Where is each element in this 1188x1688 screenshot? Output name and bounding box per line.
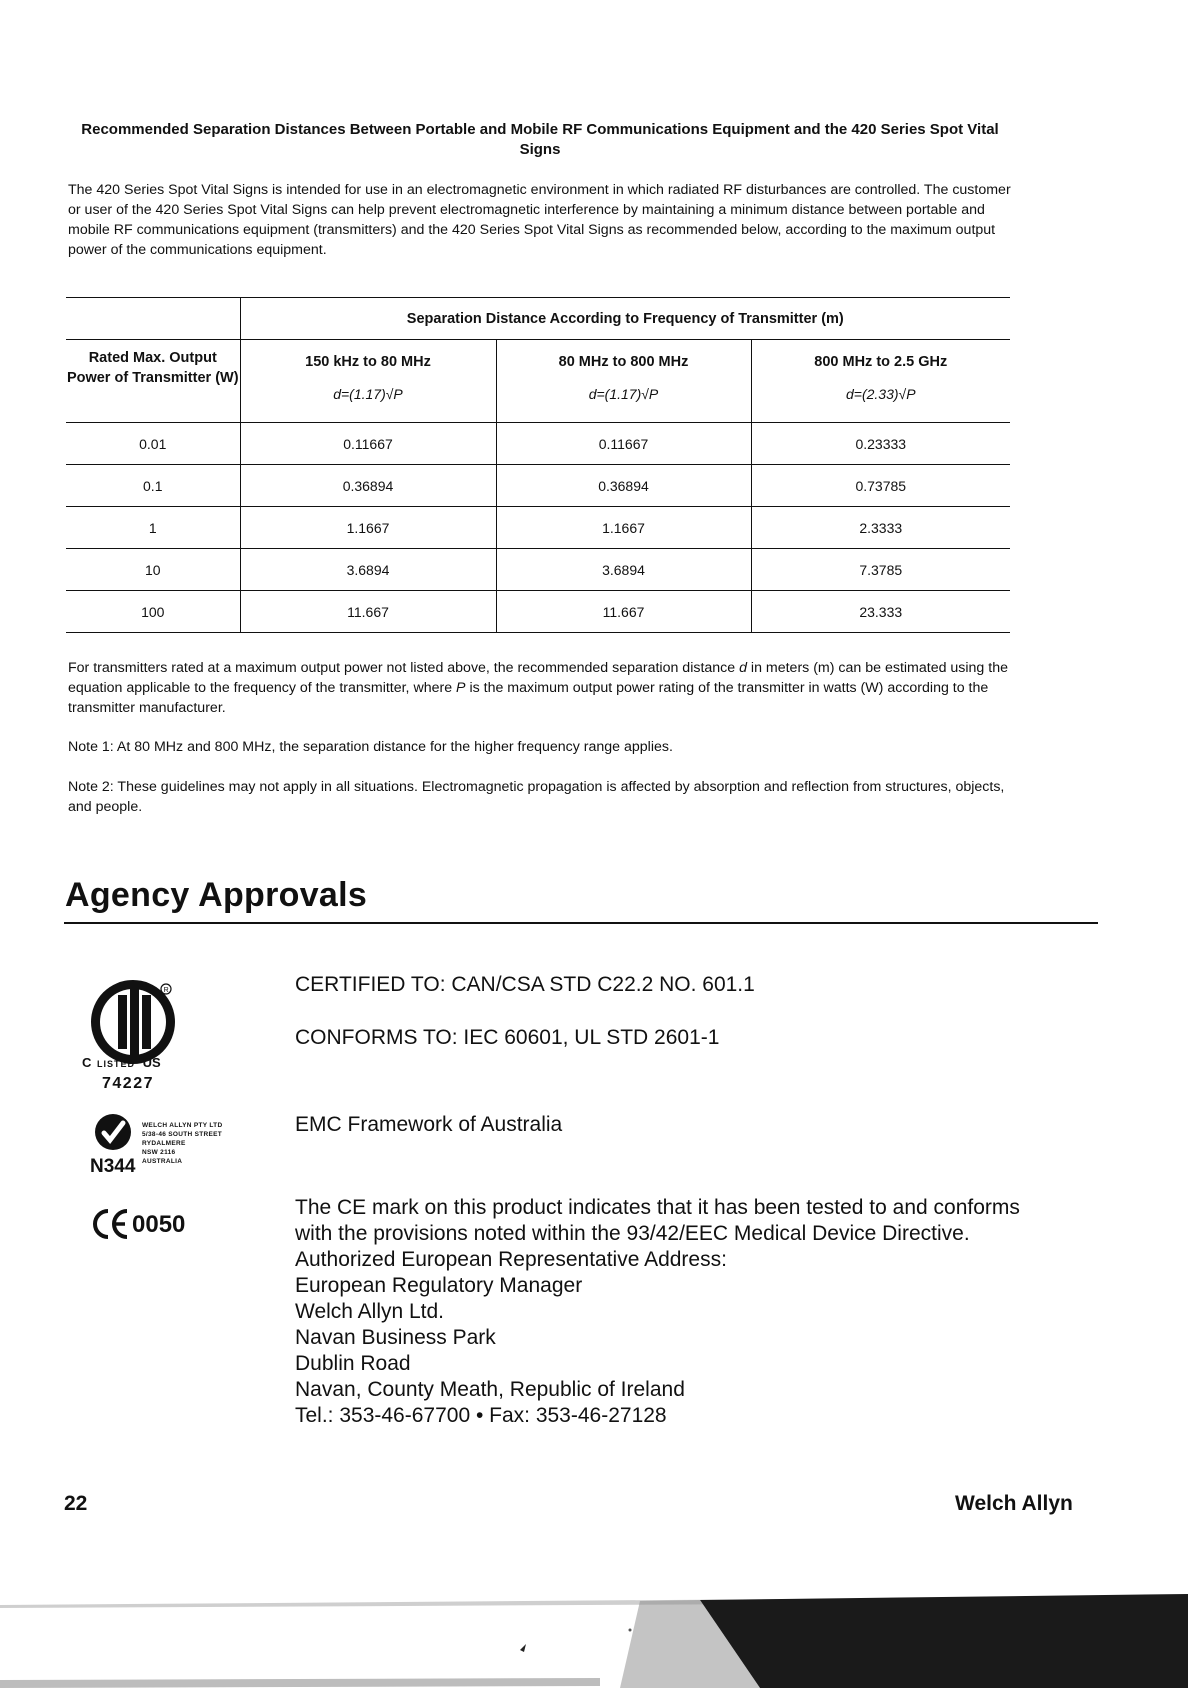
section-title: Recommended Separation Distances Between Portable and Mobile RF Communications Equipment and the 420 Series Spot Vital Signs [81, 121, 999, 158]
ce-statement [295, 1195, 1095, 1429]
c-tick-address [142, 1121, 222, 1166]
footnote-var-p: P [456, 680, 466, 696]
distance-cell: 3.6894 [496, 549, 751, 591]
group-header: Separation Distance According to Frequency of Transmitter (m) [240, 298, 1010, 340]
column-label: 800 MHz to 2.5 GHz [814, 354, 948, 370]
table-row [66, 423, 1010, 465]
power-cell: 100 [66, 591, 240, 633]
power-cell: 10 [66, 549, 240, 591]
c-tick-code: N344 [90, 1156, 136, 1177]
ce-line: with the provisions noted within the 93/42/EEC Medical Device Directive. [295, 1222, 970, 1245]
c-tick-address-line: NSW 2116 [142, 1149, 176, 1156]
c-tick-icon [93, 1112, 133, 1152]
etl-listed-logo [80, 975, 190, 1095]
agency-approvals-heading: Agency Approvals [65, 876, 368, 914]
ce-line: Authorized European Representative Address: [295, 1248, 727, 1271]
footnote-text: For transmitters rated at a maximum output power not listed above, the recommended separation distance [68, 660, 740, 676]
footnote-text: is the maximum output power rating of the transmitter in watts (W) according to the transmitter manufacturer. [68, 680, 989, 716]
power-cell: 0.01 [66, 423, 240, 465]
distance-cell: 0.11667 [240, 423, 496, 465]
etl-us: US [142, 1055, 161, 1070]
c-tick-address-line: RYDALMERE [142, 1140, 186, 1147]
column-formula: d=(1.17)√P [588, 386, 659, 402]
distance-cell: 0.36894 [496, 465, 751, 507]
svg-text:R: R [163, 987, 169, 994]
ce-line: European Regulatory Manager [295, 1274, 583, 1297]
column-label: 150 kHz to 80 MHz [305, 354, 431, 370]
ce-line: Navan, County Meath, Republic of Ireland [295, 1378, 685, 1401]
table-group-header-row [66, 298, 1010, 340]
column-header-2 [496, 340, 751, 423]
separation-distance-table [66, 297, 1010, 633]
distance-cell: 7.3785 [751, 549, 1010, 591]
c-tick-logo [90, 1112, 250, 1184]
heading-rule [64, 922, 1098, 924]
ce-line: Dublin Road [295, 1352, 411, 1375]
distance-cell: 0.11667 [496, 423, 751, 465]
distance-cell: 23.333 [751, 591, 1010, 633]
power-cell: 1 [66, 507, 240, 549]
column-header-3 [751, 340, 1010, 423]
distance-cell: 2.3333 [751, 507, 1010, 549]
column-header-1 [240, 340, 496, 423]
c-tick-address-line: AUSTRALIA [142, 1158, 183, 1165]
conforms-to: CONFORMS TO: IEC 60601, UL STD 2601-1 [295, 1026, 720, 1049]
table-corner-cell [66, 298, 240, 340]
c-tick-address-line: 5/38-46 SOUTH STREET [142, 1131, 223, 1138]
ce-number: 0050 [132, 1211, 186, 1238]
distance-cell: 1.1667 [496, 507, 751, 549]
table-row [66, 549, 1010, 591]
row-header-cell [66, 340, 240, 423]
column-label: 80 MHz to 800 MHz [558, 354, 689, 370]
etl-listed: LISTED [97, 1059, 136, 1069]
footnote-text: in meters (m) can be estimated using the equation applicable to the frequency of the transmitter, where [68, 660, 1008, 696]
table-header-row [66, 340, 1010, 423]
note-1: Note 1: At 80 MHz and 800 MHz, the separation distance for the higher frequency range applies. [68, 739, 673, 755]
ce-line: Navan Business Park [295, 1326, 496, 1349]
etl-number: 74227 [102, 1075, 154, 1092]
etl-listed-row [82, 1055, 190, 1070]
ce-symbol-icon [92, 1207, 130, 1241]
power-cell: 0.1 [66, 465, 240, 507]
c-tick-company: WELCH ALLYN PTY LTD [142, 1122, 223, 1129]
certified-to: CERTIFIED TO: CAN/CSA STD C22.2 NO. 601.1 [295, 973, 755, 996]
scan-artifact [0, 1580, 1188, 1688]
distance-cell: 3.6894 [240, 549, 496, 591]
row-header: Rated Max. Output Power of Transmitter (W) [66, 350, 239, 386]
distance-cell: 0.23333 [751, 423, 1010, 465]
footer-brand: Welch Allyn [955, 1492, 1073, 1515]
etl-c: C [82, 1055, 92, 1070]
ce-line: Welch Allyn Ltd. [295, 1300, 445, 1323]
table-row [66, 507, 1010, 549]
distance-cell: 11.667 [240, 591, 496, 633]
ce-line: The CE mark on this product indicates that it has been tested to and conforms [295, 1196, 1020, 1219]
footnote-var-d: d [739, 660, 747, 676]
emc-framework: EMC Framework of Australia [295, 1113, 563, 1136]
ce-mark [92, 1207, 212, 1243]
table-row [66, 591, 1010, 633]
footnote-paragraph [68, 658, 1018, 718]
note-2: Note 2: These guidelines may not apply in all situations. Electromagnetic propagation is affected by absorption and reflection from structures, objects, and people. [68, 779, 1005, 815]
column-formula: d=(2.33)√P [845, 386, 916, 402]
intro-paragraph: The 420 Series Spot Vital Signs is intended for use in an electromagnetic environment in which radiated RF disturbances are controlled. The customer or user of the 420 Series Spot Vital Signs can help prevent electromagnetic interference by maintaining a minimum distance between portable and mobile RF communications equipment (transmitters) and the 420 Series Spot Vital Signs as recommended below, according to the maximum output power of the communications equipment. [68, 182, 1011, 258]
distance-cell: 11.667 [496, 591, 751, 633]
column-formula: d=(1.17)√P [333, 386, 403, 402]
distance-cell: 0.73785 [751, 465, 1010, 507]
page-number: 22 [64, 1492, 88, 1515]
distance-cell: 0.36894 [240, 465, 496, 507]
distance-cell: 1.1667 [240, 507, 496, 549]
table-row [66, 465, 1010, 507]
ce-line: Tel.: 353-46-67700 • Fax: 353-46-27128 [295, 1404, 667, 1427]
